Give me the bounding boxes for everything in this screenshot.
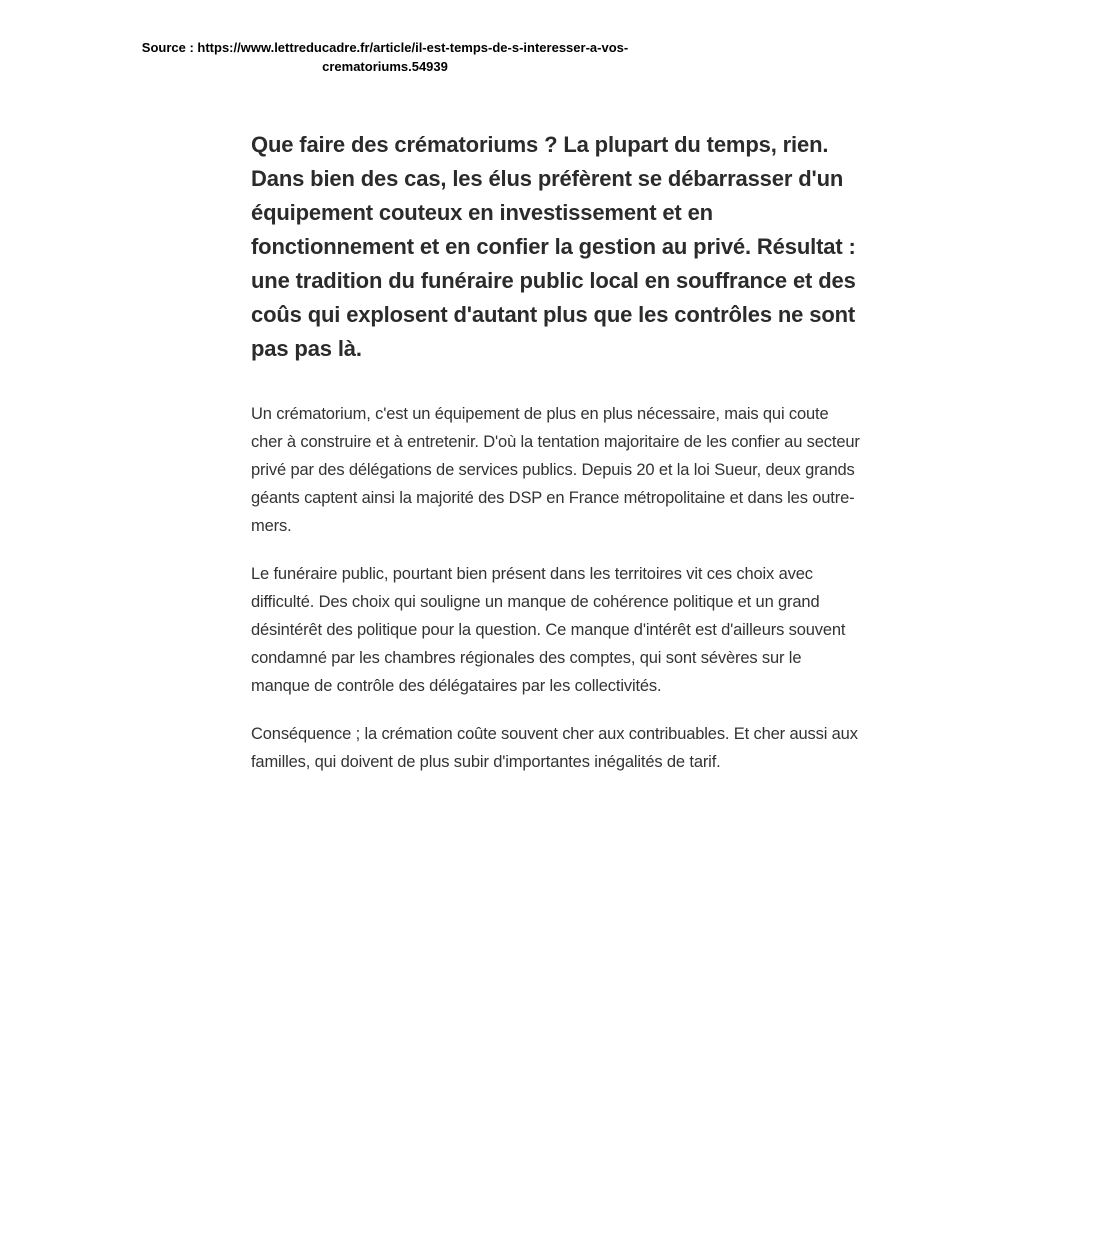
article-lead: Que faire des crématoriums ? La plupart du temps, rien. Dans bien des cas, les élus préfèrent se débarrasser d'un équipement couteux en investissement et en fonctionnement et en confier la gestion au privé. Résultat : une tradition du funéraire public local en souffrance et des coûs qui explosent d'autant plus que les contrôles ne sont pas pas là.: [251, 132, 856, 361]
article-paragraph-1: Un crématorium, c'est un équipement de plus en plus nécessaire, mais qui coute cher à construire et à entretenir. D'où la tentation majoritaire de les confier au secteur privé par des délégations de services publics. Depuis 20 et la loi Sueur, deux grands géants captent ainsi la majorité des DSP en France métropolitaine et dans les outre-mers.: [251, 405, 860, 535]
source-line-1: Source : https://www.lettreducadre.fr/article/il-est-temps-de-s-interesser-a-vos-: [141, 40, 629, 55]
source-line-2: crematoriums.54939: [322, 59, 448, 74]
article-paragraph-2: Le funéraire public, pourtant bien présent dans les territoires vit ces choix avec difficulté. Des choix qui souligne un manque de cohérence politique et un grand désintérêt des politique pour la question. Ce manque d'intérêt est d'ailleurs souvent condamné par les chambres régionales des comptes, qui sont sévères sur le manque de contrôle des délégataires par les collectivités.: [251, 565, 846, 695]
article-content: [251, 128, 861, 796]
source-citation: [90, 38, 680, 76]
article-body: [251, 400, 861, 776]
article-paragraph-3: Conséquence ; la crémation coûte souvent cher aux contribuables. Et cher aussi aux familles, qui doivent de plus subir d'importantes inégalités de tarif.: [251, 725, 858, 771]
